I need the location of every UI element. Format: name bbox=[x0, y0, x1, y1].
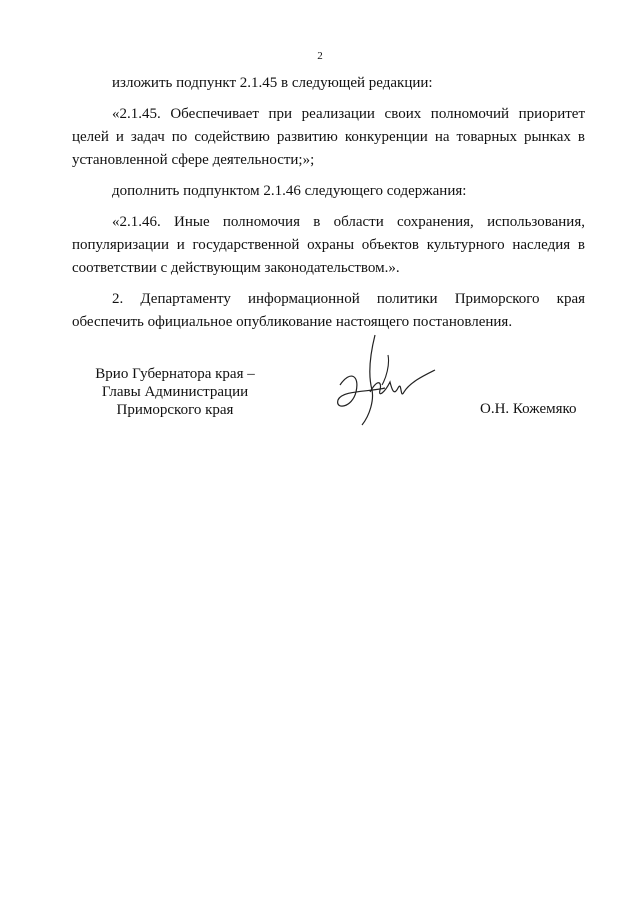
document-body bbox=[72, 72, 585, 342]
signatory-position-line: Главы Администрации bbox=[101, 384, 249, 400]
signatory-position bbox=[60, 365, 290, 419]
signatory-position-line: Врио Губернатора края – bbox=[95, 366, 255, 382]
paragraph-clause-2-1-45: «2.1.45. Обеспечивает при реализации своих полномочий приоритет целей и задач по содействию развитию конкуренции на товарных рынках в установленной сфере деятельности;»; bbox=[72, 106, 585, 168]
paragraph-clause-2-1-46: «2.1.46. Иные полномочия в области сохранения, использования, популяризации и государственной охраны объектов культурного наследия в соответствии с действующим законодательством.». bbox=[72, 214, 585, 276]
paragraph-add-2-1-46: дополнить подпунктом 2.1.46 следующего содержания: bbox=[112, 183, 467, 199]
handwritten-signature bbox=[330, 330, 440, 430]
signatory-position-line: Приморского края bbox=[116, 402, 234, 418]
page-number: 2 bbox=[317, 50, 323, 62]
paragraph-item-2-publication: 2. Департаменту информационной политики Приморского края обеспечить официальное опубликование настоящего постановления. bbox=[72, 291, 585, 330]
paragraph-amend-2-1-45: изложить подпункт 2.1.45 в следующей редакции: bbox=[112, 75, 433, 91]
signatory-name: О.Н. Кожемяко bbox=[480, 401, 577, 417]
